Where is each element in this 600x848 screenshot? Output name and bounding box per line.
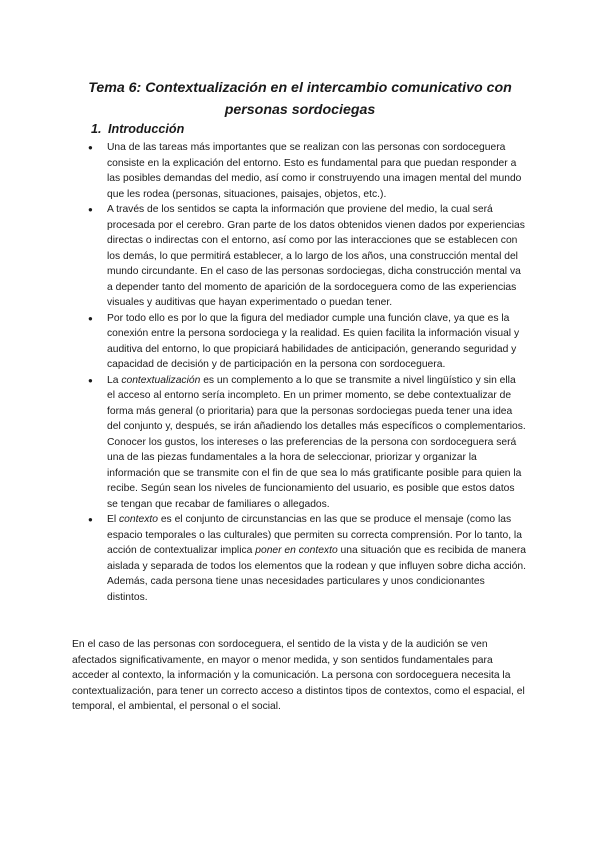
bullet-text: A través de los sentidos se capta la información que proviene del medio, la cual será procesada por el cerebro. Gran parte de los datos obtenidos vienen dados por experiencias directas o indirectas con el entorno, así como por las interacciones que se establecen con los demás, lo que permitirá establecer, a lo largo de los años, una construcción mental del mundo circundante. En el caso de las personas sordociegas, dicha construcción mental va a depender tanto del momento de aparición de la sordoceguera como de las experiencias visuales y auditivas que hayan experimentado o puedan tener.: [107, 204, 525, 308]
bullet-text: Una de las tareas más importantes que se realizan con las personas con sordoceguera consiste en la explicación del entorno. Esto es fundamental para que puedan responder a las posibles demandas del medio, así como ir construyendo una imagen mental del mundo que les rodea (personas, situaciones, paisajes, objetos, etc.).: [107, 142, 522, 200]
closing-paragraph: En el caso de las personas con sordoceguera, el sentido de la vista y de la audición se ven afectados significativamente, en mayor o menor medida, y son sentidos fundamentales para acceder al contexto, la información y la comunicación. La persona con sordoceguera necesita la contextualización, para tener un correcto acceso a distintos tipos de contextos, como el espacial, el temporal, el ambiental, el personal o el social.: [72, 639, 525, 712]
list-item: [86, 512, 526, 605]
bullet-text-pre: La: [107, 374, 122, 386]
bullet-emphasis-2: poner en contexto: [255, 545, 338, 556]
bullet-icon: ●: [88, 143, 93, 152]
bullet-text-mid: es el conjunto de circunstancias en las que se produce el mensaje (como las espacio temporales o las culturales) que permiten su correcta comprensión. Por lo tanto, la acción de contextualizar implica: [107, 514, 522, 556]
bullet-icon: ●: [88, 313, 93, 323]
bullet-text-pre: El: [107, 514, 120, 525]
list-item: [86, 373, 526, 513]
bullet-text: Por todo ello es por lo que la figura del mediador cumple una función clave, ya que es la conexión entre la persona sordociega y la realidad. Es quien facilita la información visual y auditiva del entorno, lo que propiciará habilidades de anticipación, generando seguridad y capacidad de decisión y de participación en la persona con sordoceguera.: [107, 312, 520, 370]
document-title: Tema 6: Contextualización en el intercambio comunicativo con personas sordociegas: [88, 80, 512, 118]
bullet-icon: ●: [88, 205, 93, 214]
bullet-text-post: una situación que es recibida de manera aislada y separada de todos los elementos que la rodean y que influyen sobre dicha acción. Además, cada persona tiene unas necesidades particulares y unos condicionantes distintos.: [107, 545, 527, 603]
bullet-icon: ●: [88, 515, 93, 524]
bullet-icon: ●: [88, 375, 93, 385]
bullet-list: [86, 140, 526, 605]
list-item: [86, 311, 526, 373]
bullet-text-post: es un complemento a lo que se transmite a nivel lingüístico y sin ella el acceso al entorno sería incompleto. En un primer momento, se debe contextualizar de forma más general (o prioritaria) para que la personas sordociegas pueda tener una idea del conjunto y, después, se irán añadiendo los detalles más específicos o complementarios. Conocer los gustos, los intereses o las preferencias de la persona con sordoceguera será una de las piezas fundamentales a la hora de seleccionar, priorizar y organizar la información que se transmite con el fin de que sea lo más gratificante posible para quien la recibe. Según sean los niveles de funcionamiento del usuario, es posible que estos datos se tengan que recabar de familiares o allegados.: [107, 374, 526, 510]
bullet-emphasis: contextualización: [121, 374, 201, 386]
list-item: [86, 202, 526, 311]
section-heading: [91, 122, 184, 136]
bullet-emphasis: contexto: [119, 514, 158, 525]
section-number: 1.: [91, 122, 102, 136]
section-heading-text: Introducción: [108, 122, 185, 136]
list-item: [86, 140, 526, 202]
